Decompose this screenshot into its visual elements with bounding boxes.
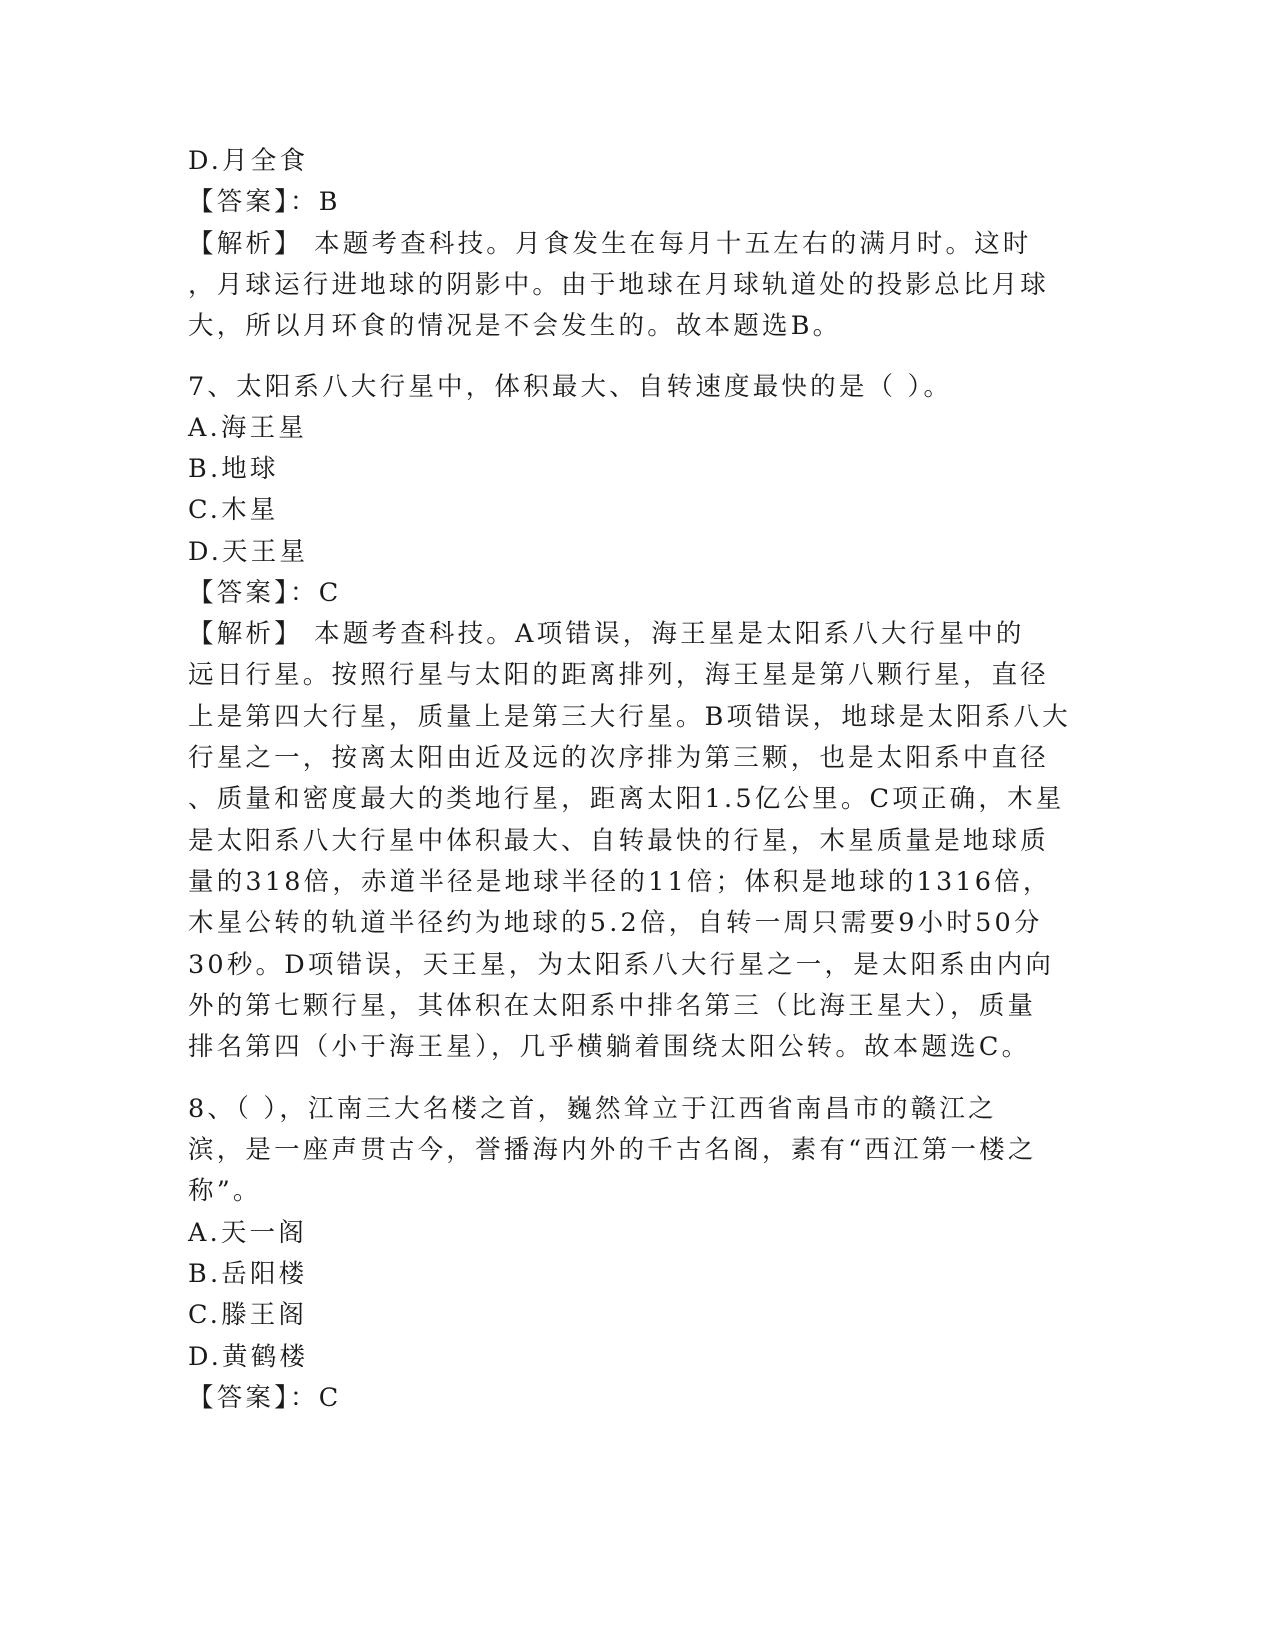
q7-analysis-line: 是太阳系八大行星中体积最大、自转最快的行星，木星质量是地球质: [188, 826, 1050, 856]
q6-analysis-line: ，月球运行进地球的阴影中。由于地球在月球轨道处的投影总比月球: [188, 270, 1050, 300]
q7-analysis-line: 量的318倍，赤道半径是地球半径的11倍；体积是地球的1316倍，: [188, 867, 1052, 897]
q8-option-d: D.黄鹤楼: [188, 1342, 309, 1372]
q8-option-b: B.岳阳楼: [188, 1259, 308, 1289]
q7-analysis-line: 行星之一，按离太阳由近及远的次序排为第三颗，也是太阳系中直径: [188, 743, 1050, 773]
q7-analysis-line: 【解析】 本题考查科技。A项错误，海王星是太阳系八大行星中的: [188, 619, 1025, 649]
q7-option-d: D.天王星: [188, 537, 309, 567]
q7-analysis-line: 木星公转的轨道半径约为地球的5.2倍，自转一周只需要9小时50分: [188, 908, 1043, 938]
q8-answer: [188, 1378, 1088, 1418]
q8-option-a: A.天一阁: [188, 1218, 308, 1248]
q7-analysis-line: 远日行星。按照行星与太阳的距离排列，海王星是第八颗行星，直径: [188, 660, 1050, 690]
q7-stem: 7、太阳系八大行星中，体积最大、自转速度最快的是（ ）。: [188, 372, 953, 402]
q8-answer-value: C: [318, 1383, 342, 1413]
q7-option-a: A.海王星: [188, 413, 308, 443]
q8-stem-line: 8、（ ），江南三大名楼之首，巍然耸立于江西省南昌市的赣江之: [188, 1094, 997, 1124]
q7-analysis-line: 排名第四（小于海王星），几乎横躺着围绕太阳公转。故本题选C。: [188, 1032, 1031, 1062]
q7-option-c: C.木星: [188, 495, 279, 525]
q6-option-d: D.月全食: [188, 146, 309, 176]
q8-stem-line: 滨，是一座声贯古今，誉播海内外的千古名阁，素有“西江第一楼之: [188, 1135, 1037, 1165]
q7-analysis-line: 外的第七颗行星，其体积在太阳系中排名第三（比海王星大），质量: [188, 991, 1037, 1021]
q7-answer-label: 【答案】：: [188, 578, 319, 608]
q8-stem-line: 称”。: [188, 1176, 262, 1206]
q7-analysis-line: 上是第四大行星，质量上是第三大行星。B项错误，地球是太阳系八大: [188, 702, 1071, 732]
q8-answer-label: 【答案】：: [188, 1383, 319, 1413]
q8-option-c: C.滕王阁: [188, 1300, 308, 1330]
q7-answer: [188, 573, 1088, 613]
q6-answer-value: B: [318, 187, 341, 217]
q7-analysis-line: 、质量和密度最大的类地行星，距离太阳1.5亿公里。C项正确，木星: [188, 784, 1065, 814]
q7-answer-value: C: [318, 578, 342, 608]
q6-answer: [188, 182, 1088, 222]
q7-option-b: B.地球: [188, 454, 279, 484]
q6-answer-label: 【答案】：: [188, 187, 319, 217]
q7-analysis-line: 30秒。D项错误，天王星，为太阳系八大行星之一，是太阳系由内向: [188, 950, 1055, 980]
q6-analysis-line: 大，所以月环食的情况是不会发生的。故本题选B。: [188, 311, 842, 341]
q6-analysis-line: 【解析】 本题考查科技。月食发生在每月十五左右的满月时。这时: [188, 229, 1032, 259]
